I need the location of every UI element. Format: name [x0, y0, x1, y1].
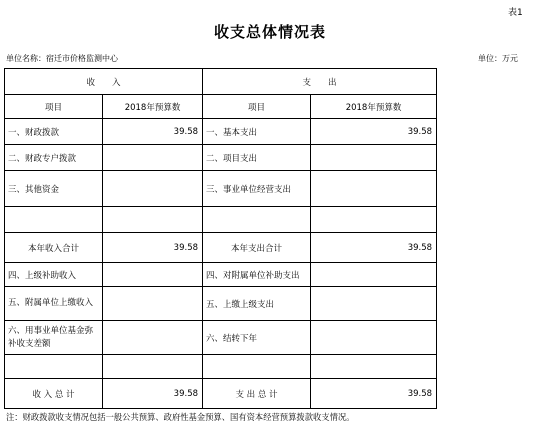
- income-item: 一、财政拨款: [5, 119, 103, 145]
- expense-value: [311, 321, 437, 355]
- expense-value: 39.58: [311, 119, 437, 145]
- expense-value: [311, 263, 437, 287]
- expense-item-header: 项目: [203, 95, 311, 119]
- expense-header: 支 出: [203, 69, 437, 95]
- income-value: [103, 145, 203, 171]
- expense-item: 五、上缴上级支出: [203, 287, 311, 321]
- income-value: [103, 207, 203, 233]
- income-subtotal-value: 39.58: [103, 233, 203, 263]
- table-row: [5, 207, 437, 233]
- income-item: [5, 207, 103, 233]
- income-value: [103, 263, 203, 287]
- income-item: 二、财政专户拨款: [5, 145, 103, 171]
- unit-label: 单位：万元: [478, 54, 518, 63]
- expense-item: [203, 207, 311, 233]
- expense-value: [311, 287, 437, 321]
- income-value: [103, 321, 203, 355]
- table-row: [5, 171, 437, 207]
- table-row: [5, 321, 437, 355]
- footnote: 注：财政拨款收支情况包括一般公共预算、政府性基金预算、国有资本经营预算拨款收支情况。: [6, 412, 355, 422]
- expense-subtotal-value: 39.58: [311, 233, 437, 263]
- income-item: 四、上级补助收入: [5, 263, 103, 287]
- column-header-row: [5, 95, 437, 119]
- table-number: 表1: [508, 8, 523, 18]
- subtotal-row: [5, 233, 437, 263]
- table-row: [5, 355, 437, 379]
- income-total-label: 收 入 总 计: [5, 379, 103, 409]
- expense-item: 四、对附属单位补助支出: [203, 263, 311, 287]
- income-item: 三、其他资金: [5, 171, 103, 207]
- expense-subtotal-label: 本年支出合计: [203, 233, 311, 263]
- income-item: [5, 355, 103, 379]
- expense-item: 三、事业单位经营支出: [203, 171, 311, 207]
- table-row: [5, 263, 437, 287]
- expense-budget-header: 2018年预算数: [311, 95, 437, 119]
- unit-name: 单位名称：宿迁市价格监测中心: [6, 54, 118, 63]
- expense-value: [311, 355, 437, 379]
- income-item-header: 项目: [5, 95, 103, 119]
- income-value: [103, 287, 203, 321]
- income-item: 六、用事业单位基金弥补收支差额: [5, 321, 103, 355]
- budget-table: [4, 68, 437, 409]
- income-total-value: 39.58: [103, 379, 203, 409]
- income-value: 39.58: [103, 119, 203, 145]
- expense-total-value: 39.58: [311, 379, 437, 409]
- expense-total-label: 支 出 总 计: [203, 379, 311, 409]
- table-row: [5, 287, 437, 321]
- income-budget-header: 2018年预算数: [103, 95, 203, 119]
- income-header: 收 入: [5, 69, 203, 95]
- expense-value: [311, 171, 437, 207]
- table-row: [5, 119, 437, 145]
- income-item: 五、附属单位上缴收入: [5, 287, 103, 321]
- expense-item: 二、项目支出: [203, 145, 311, 171]
- expense-value: [311, 207, 437, 233]
- expense-item: 六、结转下年: [203, 321, 311, 355]
- income-value: [103, 355, 203, 379]
- section-header-row: [5, 69, 437, 95]
- total-row: [5, 379, 437, 409]
- expense-value: [311, 145, 437, 171]
- income-value: [103, 171, 203, 207]
- table-row: [5, 145, 437, 171]
- expense-item: 一、基本支出: [203, 119, 311, 145]
- income-subtotal-label: 本年收入合计: [5, 233, 103, 263]
- expense-item: [203, 355, 311, 379]
- page-title: 收支总体情况表: [213, 23, 326, 41]
